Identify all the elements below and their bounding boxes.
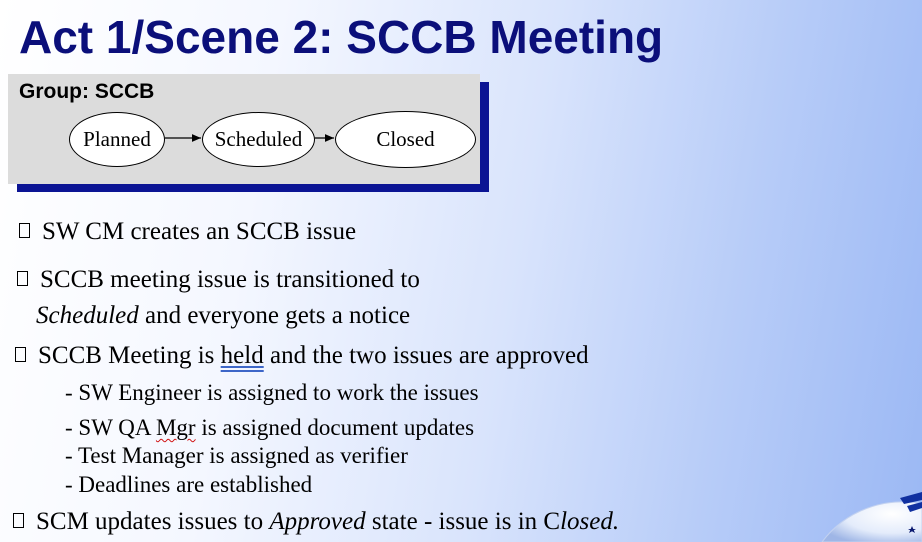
group-label: Group: SCCB — [19, 80, 155, 103]
bullet-3: SCCB Meeting is held and the two issues are approved — [15, 341, 589, 371]
bullet-1: SW CM creates an SCCB issue — [19, 217, 356, 247]
state-scheduled: Scheduled — [202, 112, 315, 167]
bullet-square-icon — [19, 223, 30, 238]
sub-item-3: - Test Manager is assigned as verifier — [65, 443, 408, 468]
sub-item-4: - Deadlines are established — [65, 472, 313, 497]
bullet-square-icon — [13, 513, 24, 528]
state-closed: Closed — [335, 111, 476, 168]
sub-item-2: - SW QA Mgr is assigned document updates — [65, 415, 475, 440]
globe-logo-icon — [812, 492, 922, 542]
bullet-square-icon — [17, 271, 28, 286]
sub-item-1: - SW Engineer is assigned to work the issues — [65, 380, 479, 405]
bullet-2-continuation: Scheduled and everyone gets a notice — [36, 302, 411, 329]
group-box — [8, 74, 480, 184]
bullet-4: SCM updates issues to Approved state - issue is in Closed. — [13, 507, 619, 537]
slide-title: Act 1/Scene 2: SCCB Meeting — [19, 11, 664, 63]
state-planned: Planned — [69, 112, 165, 167]
bullet-2: SCCB meeting issue is transitioned to — [17, 265, 420, 295]
bullet-square-icon — [15, 347, 26, 362]
